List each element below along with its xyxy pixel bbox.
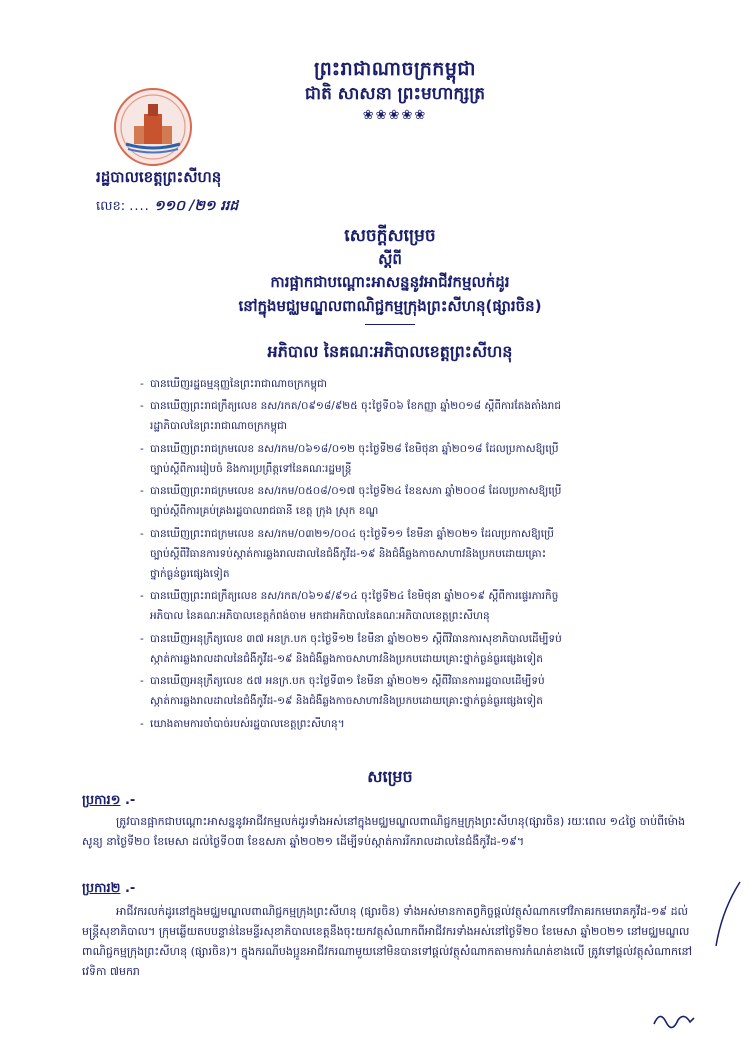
ornament-divider: ❀❀❀❀❀: [362, 108, 428, 123]
visa-item: - បានឃើញអនុក្រឹត្យលេខ ៣៧ អនក្រ.បក ចុះថ្ងៃទី១២ ខែមីនា ឆ្នាំ២០២១ ស្តីពីវិធានការសុខាភិបាលដើម្បីទប់ ស្កាត់ការឆ្លងរាលដាលនៃជំងឺកូវីដ-១៩ និងជំងឺឆ្លងកាចសាហាវនិងប្រកបដោយគ្រោះថ្នាក់ធ្ងន់ធ្ងរផ្សេងទៀត: [140, 629, 695, 669]
article-2-body: អាជីវករលក់ដូរនៅក្នុងមជ្ឈមណ្ឌលពាណិជ្ជកម្មក្រុងព្រះសីហនុ (ផ្សារចិន) ទាំងអស់មានកាតព្វកិច្ចផ្តល់វត្ថុសំណាកទៅវិភាគរកមេរោគកូវីដ-១៩ ដល់មន្ត្រីសុខាភិបាល។ ក្រុមឆ្លើយតបបន្ទាន់នៃមន្ទីរសុខាភិបាលខេត្តនឹងចុះយកវត្ថុសំណាកពីអាជីវករទាំងអស់នៅថ្ងៃទី២០ ខែមេសា ឆ្នាំ២០២១ នៅមជ្ឈមណ្ឌលពាណិជ្ជកម្មក្រុងព្រះសីហនុ (ផ្សារចិន)។ ក្នុងករណីបងប្អូនអាជីវករណាមួយនៅមិនបានទៅផ្តល់វត្ថុសំណាកតាមការកំណត់ខាងលើ ត្រូវទៅផ្តល់វត្ថុសំណាកនៅវេទិកា ៧មករា: [82, 905, 692, 978]
visa-list: [140, 374, 695, 736]
reference-suffix: /២១ ររដ: [189, 198, 239, 214]
document-title-block: [160, 224, 620, 325]
visa-item: - បានឃើញព្រះរាជក្រមលេខ នស/រកម/០៣២១/០០៤ ចុះថ្ងៃទី១១ ខែមីនា ឆ្នាំ២០២១ ដែលប្រកាសឱ្យប្រើ ច្បាប់ស្តីពីវិធានការទប់ស្កាត់ការឆ្លងរាលដាលនៃជំងឺកូវីដ-១៩ និងជំងឺឆ្លងកាចសាហាវនិងប្រកបដោយគ្រោះ ថ្នាក់ធ្ងន់ធ្ងរផ្សេងទៀត: [140, 524, 695, 584]
visa-item: - បានឃើញព្រះរាជក្រឹត្យលេខ នស/រកត/០៦១៩/៩១៤ ចុះថ្ងៃទី២៤ ខែមិថុនា ឆ្នាំ២០១៩ ស្តីពីការផ្ទេរភារកិច្ច អភិបាល នៃគណៈអភិបាលខេត្តកំពង់ចាម មកជាអភិបាលនៃគណៈអភិបាលខេត្តព្រះសីហនុ: [140, 586, 695, 626]
visa-item: - បានឃើញអនុក្រឹត្យលេខ ៥៧ អនក្រ.បក ចុះថ្ងៃទី៣១ ខែមីនា ឆ្នាំ២០២១ ស្តីពីវិធានការរដ្ឋបាលដើម្បីទប់ ស្កាត់ការឆ្លងរាលដាលនៃជំងឺកូវីដ-១៩ និងជំងឺឆ្លងកាចសាហាវនិងប្រកបដោយគ្រោះថ្នាក់ធ្ងន់ធ្ងរផ្សេងទៀត: [140, 671, 695, 711]
page-initial-signature: [650, 1008, 698, 1032]
provincial-seal-icon: [112, 86, 194, 168]
subject-line-2: នៅក្នុងមជ្ឈមណ្ឌលពាណិជ្ជកម្មក្រុងព្រះសីហនុ(ផ្សារចិន): [238, 297, 542, 315]
kingdom-title: ព្រះរាជាណាចក្រកម្ពុជា: [314, 58, 476, 80]
decision-heading: សម្រេច: [367, 767, 413, 786]
article-1-body: ត្រូវបានផ្អាកជាបណ្តោះអាសន្ននូវអាជីវកម្មលក់ដូរទាំងអស់នៅក្នុងមជ្ឈមណ្ឌលពាណិជ្ជកម្មក្រុងព្រះសីហនុ(ផ្សារចិន) រយៈពេល ១៤ថ្ងៃ ចាប់ពីម៉ោងសូន្យ នាថ្ងៃទី២០ ខែមេសា ដល់ថ្ងៃទី០៣ ខែឧសភា ឆ្នាំ២០២១ ដើម្បីទប់ស្កាត់ការរីករាលដាលនៃជំងឺកូវីដ-១៩។: [82, 815, 686, 848]
national-motto: ជាតិ សាសនា ព្រះមហាក្សត្រ: [304, 84, 486, 104]
article-1-title: ប្រការ១ .-: [82, 793, 136, 808]
visa-item: - បានឃើញព្រះរាជក្រឹត្យលេខ នស/រកត/០៩១៨/៩២៥ ចុះថ្ងៃទី០៦ ខែកញ្ញា ឆ្នាំ២០១៨ ស្តីពីការតែងតាំងរាជ រដ្ឋាភិបាលនៃព្រះរាជាណាចក្រកម្ពុជា: [140, 396, 695, 436]
reference-number: ១១០: [153, 198, 186, 214]
reference-number-line: លេខ: .... ១១០ /២១ ររដ: [96, 198, 239, 214]
visa-item: - បានឃើញព្រះរាជក្រមលេខ នស/រកម/០៦១៨/០១២ ចុះថ្ងៃទី២៨ ខែមិថុនា ឆ្នាំ២០១៨ ដែលប្រកាសឱ្យប្រើ ច្បាប់ស្តីពីការរៀបចំ និងការប្រព្រឹត្តទៅនៃគណៈរដ្ឋមន្ត្រី: [140, 439, 695, 479]
article-2-title: ប្រការ២ .-: [82, 881, 136, 896]
subject-line-1: ការផ្អាកជាបណ្តោះអាសន្ននូវអាជីវកម្មលក់ដូរ: [270, 273, 510, 291]
visa-item: - យោងតាមការចាំបាច់របស់រដ្ឋបាលខេត្តព្រះសីហនុ។: [140, 714, 695, 734]
document-type: សេចក្តីសម្រេច: [344, 226, 436, 246]
sender-administration: រដ្ឋបាលខេត្តព្រះសីហនុ: [96, 168, 222, 186]
document-about: ស្តីពី: [378, 250, 402, 268]
visa-item: - បានឃើញព្រះរាជក្រមលេខ នស/រកម/០៥០៨/០១៧ ចុះថ្ងៃទី២៤ ខែឧសភា ឆ្នាំ២០០៨ ដែលប្រកាសឱ្យប្រើ ច្បាប់ស្តីពីការគ្រប់គ្រងរដ្ឋបាលរាជធានី ខេត្ត ក្រុង ស្រុក ខណ្ឌ: [140, 481, 695, 521]
margin-initial-mark: [712, 880, 746, 950]
visa-item: - បានឃើញរដ្ឋធម្មនុញ្ញនៃព្រះរាជាណាចក្រកម្ពុជា: [140, 374, 695, 394]
letterhead: [260, 56, 530, 126]
title-rule: [365, 324, 415, 325]
reference-label: លេខ:: [96, 199, 126, 214]
issuing-authority: អភិបាល នៃគណៈអភិបាលខេត្តព្រះសីហនុ: [267, 342, 513, 361]
